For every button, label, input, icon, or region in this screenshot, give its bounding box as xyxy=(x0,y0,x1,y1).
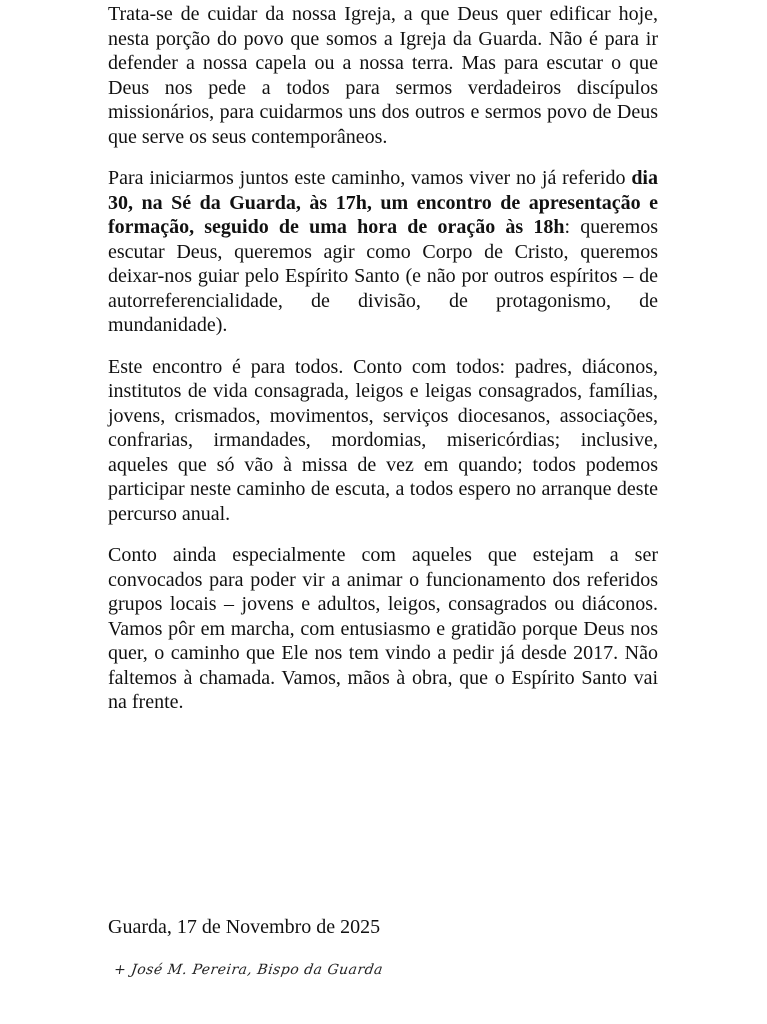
paragraph-1 xyxy=(108,2,658,149)
paragraph-text: Conto ainda especialmente com aqueles que estejam a ser convocados para poder vir a animar o funcionamento dos referidos grupos locais – jovens e adultos, leigos, consagrados ou diáconos. Vamos pôr em marcha, com entusiasmo e gratidão porque Deus nos quer, o caminho que Ele nos tem vindo a pedir já desde 2017. Não faltemos à chamada. Vamos, mãos à obra, que o Espírito Santo vai na frente. xyxy=(108,544,658,713)
handwritten-signature: + José M. Pereira, Bispo da Guarda xyxy=(112,962,385,978)
paragraph-4 xyxy=(108,543,658,715)
paragraph-2 xyxy=(108,166,658,338)
letter-body xyxy=(108,2,658,732)
paragraph-text: Trata-se de cuidar da nossa Igreja, a que Deus quer edificar hoje, nesta porção do povo que somos a Igreja da Guarda. Não é para ir defender a nossa capela ou a nossa terra. Mas para escutar o que Deus nos pede a todos para sermos verdadeiros discípulos missionários, para cuidarmos uns dos outros e sermos povo de Deus que serve os seus contemporâneos. xyxy=(108,3,658,148)
paragraph-text: Para iniciarmos juntos este caminho, vamos viver no já referido xyxy=(108,167,632,189)
paragraph-text: Este encontro é para todos. Conto com todos: padres, diáconos, institutos de vida consagrada, leigos e leigas consagrados, famílias, jovens, crismados, movimentos, serviços diocesanos, associações, confrarias, irmandades, mordomias, misericórdias; inclusive, aqueles que só vão à missa de vez em quando; todos podemos participar neste caminho de escuta, a todos espero no arranque deste percurso anual. xyxy=(108,355,658,525)
date-line: Guarda, 17 de Novembro de 2025 xyxy=(108,916,381,938)
paragraph-3 xyxy=(108,355,658,527)
paragraph-text: : queremos escutar Deus, queremos agir como Corpo de Cristo, queremos deixar-nos guiar pelo Espírito Santo (e não por outros espíritos – de autorreferencialidade, de divisão, de protagonismo, de mundanidade). xyxy=(108,216,658,336)
event-details-bold: dia 30, na Sé da Guarda, às 17h, um encontro de apresentação e formação, seguido de uma hora de oração às 18h xyxy=(108,167,658,238)
